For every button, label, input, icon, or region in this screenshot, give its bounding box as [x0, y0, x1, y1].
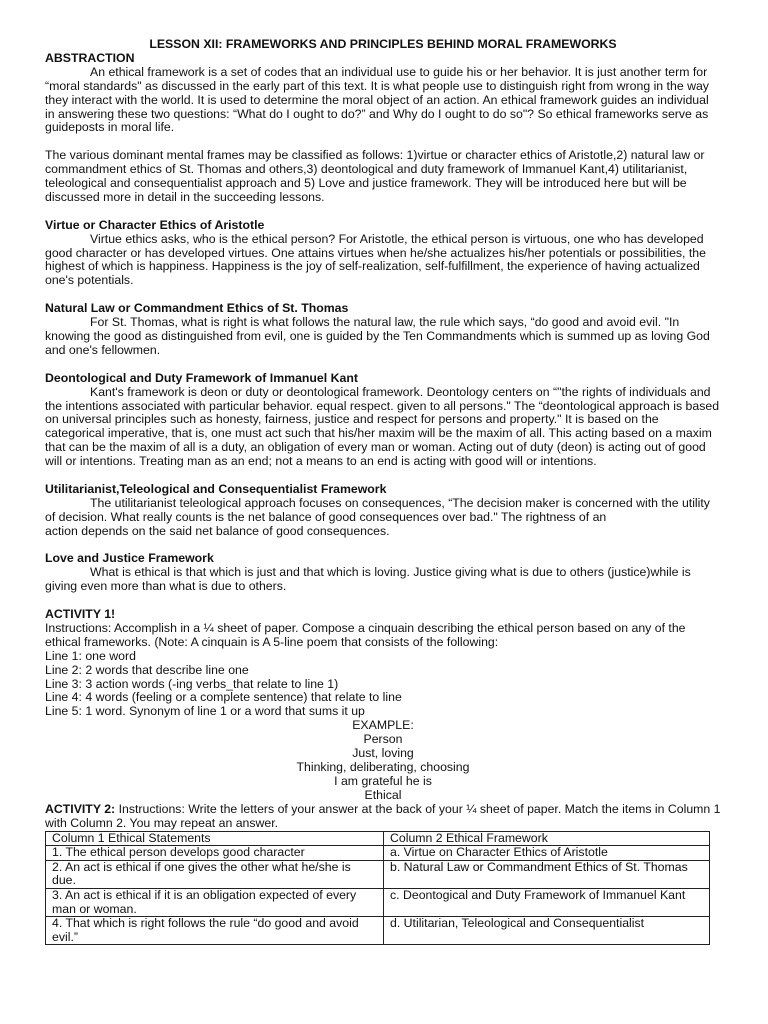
lesson-title: LESSON XII: FRAMEWORKS AND PRINCIPLES BEHIND MORAL FRAMEWORKS [149, 37, 617, 51]
table-cell: 4. That which is right follows the rule “do good and avoid evil.” [46, 917, 384, 945]
table-cell: 2. An act is ethical if one gives the other what he/she is due. [46, 860, 384, 888]
section-text-utilitarian: The utilitarianist teleological approach focuses on consequences, “The decision maker is concerned with the utility of decision. What really counts is the net balance of good consequences over bad." The rightness of an [45, 495, 710, 524]
cinquain-line: Line 2: 2 words that describe line one [45, 662, 249, 677]
matching-table [45, 831, 710, 946]
example-line: Person [363, 732, 403, 747]
table-cell: c. Deontogical and Duty Framework of Immanuel Kant [384, 888, 710, 916]
activity2-heading: ACTIVITY 2: [45, 801, 116, 816]
document-page [45, 38, 721, 945]
classification-paragraph: The various dominant mental frames may be classified as follows: 1)virtue or character ethics of Aristotle,2) natural law or commandment ethics of St. Thomas and others,3) deontological and duty framework of Immanuel Kant,4) utilitarianist, teleological and consequentialist approach and 5) Love and justice framework. They will be introduced here but will be discussed more in detail in the succeeding lessons. [45, 148, 705, 204]
cinquain-line: Line 3: 3 action words (-ing verbs_that relate to line 1) [45, 676, 339, 691]
section-heading-virtue: Virtue or Character Ethics of Aristotle [45, 217, 265, 232]
section-heading-love-justice: Love and Justice Framework [45, 551, 214, 566]
example-label: EXAMPLE: [352, 718, 414, 733]
column-header: Column 1 Ethical Statements [46, 831, 384, 846]
table-cell: d. Utilitarian, Teleological and Consequentialist [384, 917, 710, 945]
section-text-utilitarian-continued: action depends on the said net balance of good consequences. [45, 523, 390, 538]
table-cell: a. Virtue on Character Ethics of Aristotle [384, 846, 710, 861]
abstraction-paragraph: An ethical framework is a set of codes that an individual use to guide his or her behavior. It is just another term for “moral standards" as discussed in the early part of this text. It is what people use to distinguish right from wrong in the way they interact with the world. It is used to determine the moral object of an action. An ethical framework guides an individual in answering these two questions: “What do I ought to do?” and Why do I ought to do so"? So ethical frameworks serve as guideposts in moral life. [45, 64, 709, 135]
activity1-instructions: Instructions: Accomplish in a ¼ sheet of paper. Compose a cinquain describing the ethical person based on any of the ethical frameworks. (Note: A cinquain is A 5-line poem that consists of the following: [45, 620, 686, 649]
cinquain-line: Line 1: one word [45, 648, 136, 663]
table-cell: 3. An act is ethical if it is an obligation expected of every man or woman. [46, 888, 384, 916]
table-row [46, 860, 710, 888]
section-text-deontological: Kant's framework is deon or duty or deontological framework. Deontology centers on “"the rights of individuals and the intentions associated with particular behavior. equal respect. given to all persons." The “deontological approach is based on universal principles such as honesty, fairness, justice and respect for persons and property." It is based on the categorical imperative, that is, one must act such that his/her maxim will be the maxim of all. This acting based on a maxim that can be the maxim of all is a duty, an obligation of every man or woman. Acting out of duty (deon) is acting out of good will or intentions. Treating man as an end; not a means to an end is acting with good will or intentions. [45, 384, 720, 469]
example-line: Ethical [364, 787, 402, 802]
section-text-virtue: Virtue ethics asks, who is the ethical person? For Aristotle, the ethical person is virtuous, one who has developed good character or has developed virtues. One attains virtues when he/she actualizes his/her potentials or possibilities, the highest of which is happiness. Happiness is the joy of self-realization, self-fulfillment, the experience of having actualized one's potentials. [45, 231, 706, 288]
section-heading-deontological: Deontological and Duty Framework of Immanuel Kant [45, 370, 358, 385]
cinquain-line: Line 5: 1 word. Synonym of line 1 or a word that sums it up [45, 704, 365, 719]
example-line: I am grateful he is [334, 773, 432, 788]
example-line: Thinking, deliberating, choosing [296, 760, 470, 775]
table-cell: 1. The ethical person develops good character [46, 846, 384, 861]
section-heading-natural-law: Natural Law or Commandment Ethics of St. Thomas [45, 301, 349, 316]
activity1-heading: ACTIVITY 1! [45, 607, 116, 622]
activity2-instructions: Instructions: Write the letters of your answer at the back of your ¼ sheet of paper. Match the items in Column 1 with Column 2. You may repeat an answer. [45, 801, 721, 830]
table-header-row [46, 831, 710, 846]
section-heading-utilitarian: Utilitarianist,Teleological and Consequentialist Framework [45, 481, 387, 496]
table-row [46, 846, 710, 861]
cinquain-line: Line 4: 4 words (feeling or a complete sentence) that relate to line [45, 690, 402, 705]
table-row [46, 888, 710, 916]
example-line: Just, loving [352, 746, 414, 761]
section-text-natural-law: For St. Thomas, what is right is what follows the natural law, the rule which says, “do good and avoid evil. "In knowing the good as distinguished from evil, one is guided by the Ten Commandments which is summed up as loving God and one's fellowmen. [45, 315, 710, 357]
table-cell: b. Natural Law or Commandment Ethics of St. Thomas [384, 860, 710, 888]
section-text-love-justice: What is ethical is that which is just and that which is loving. Justice giving what is due to others (justice)while is giving even more than what is due to others. [45, 565, 691, 594]
abstraction-heading: ABSTRACTION [45, 50, 135, 65]
activity2-paragraph [45, 803, 721, 831]
column-header: Column 2 Ethical Framework [384, 831, 710, 846]
table-row [46, 917, 710, 945]
